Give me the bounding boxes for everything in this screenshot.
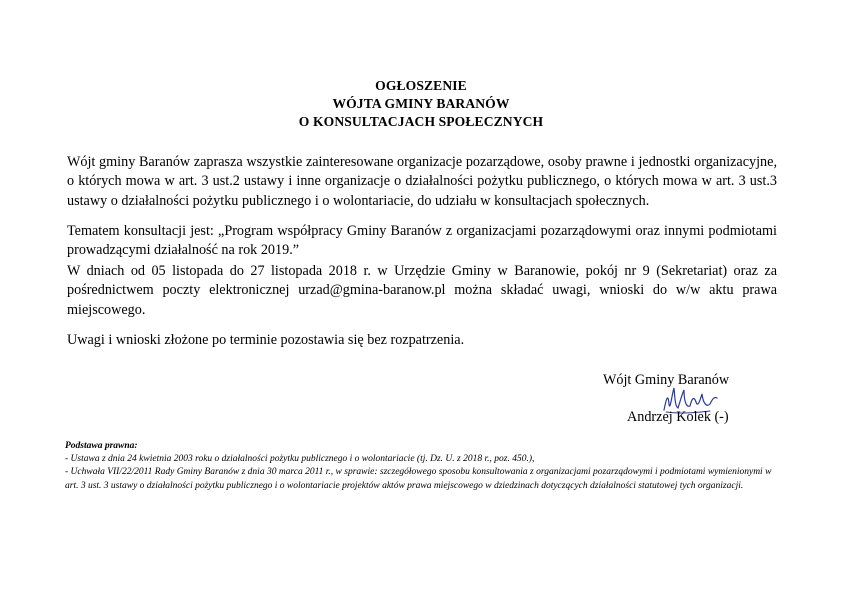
legal-basis	[65, 440, 777, 493]
paragraph-dates-location: W dniach od 05 listopada do 27 listopada 2018 r. w Urzędzie Gminy w Baranowie, pokój nr 9 (Sekretariat) oraz za pośrednictwem poczty elektronicznej urzad@gmina-baranow.pl można składać uwagi, wnioski do w/w aktu prawa miejscowego.	[67, 263, 777, 318]
paragraph-late-submissions: Uwagi i wnioski złożone po terminie pozostawia się bez rozpatrzenia.	[67, 332, 465, 348]
title-line-1: OGŁOSZENIE	[375, 78, 467, 93]
title-line-2: WÓJTA GMINY BARANÓW	[332, 96, 510, 111]
paragraph-invitation: Wójt gminy Baranów zaprasza wszystkie zainteresowane organizacje pozarządowe, osoby prawne i jednostki organizacyjne, o których mowa w art. 3 ust.2 ustawy i inne organizacje o działalności pożytku publicznego, o których mowa w art. 3 ust.3 ustawy o działalności pożytku publicznego i o wolontariacie, do udziału w konsultacjach społecznych.	[67, 154, 777, 209]
signature-role: Wójt Gminy Baranów	[603, 372, 730, 388]
paragraph-topic: Tematem konsultacji jest: „Program współpracy Gminy Baranów z organizacjami pozarządowymi oraz innymi podmiotami prowadzącymi działalność na rok 2019.”	[67, 223, 777, 259]
legal-basis-item: - Ustawa z dnia 24 kwietnia 2003 roku o działalności pożytku publicznego i o wolontariacie (tj. Dz. U. z 2018 r., poz. 450.),	[65, 454, 535, 465]
legal-basis-item: - Uchwała VII/22/2011 Rady Gminy Baranów z dnia 30 marca 2011 r., w sprawie: szczegółowego sposobu konsultowania z organizacjami pozarządowymi i podmiotami wymienionymi w art. 3 ust. 3 ustawy o działalności pożytku publicznego i o wolontariacie projektów aktów prawa miejscowego w dziedzinach dotyczących działalności statutowej tych organizacji.	[65, 467, 772, 491]
title-line-3: O KONSULTACJACH SPOŁECZNYCH	[298, 114, 544, 129]
legal-basis-title: Podstawa prawna:	[65, 441, 138, 451]
signature-name: Andrzej Kolek (-)	[627, 409, 729, 425]
